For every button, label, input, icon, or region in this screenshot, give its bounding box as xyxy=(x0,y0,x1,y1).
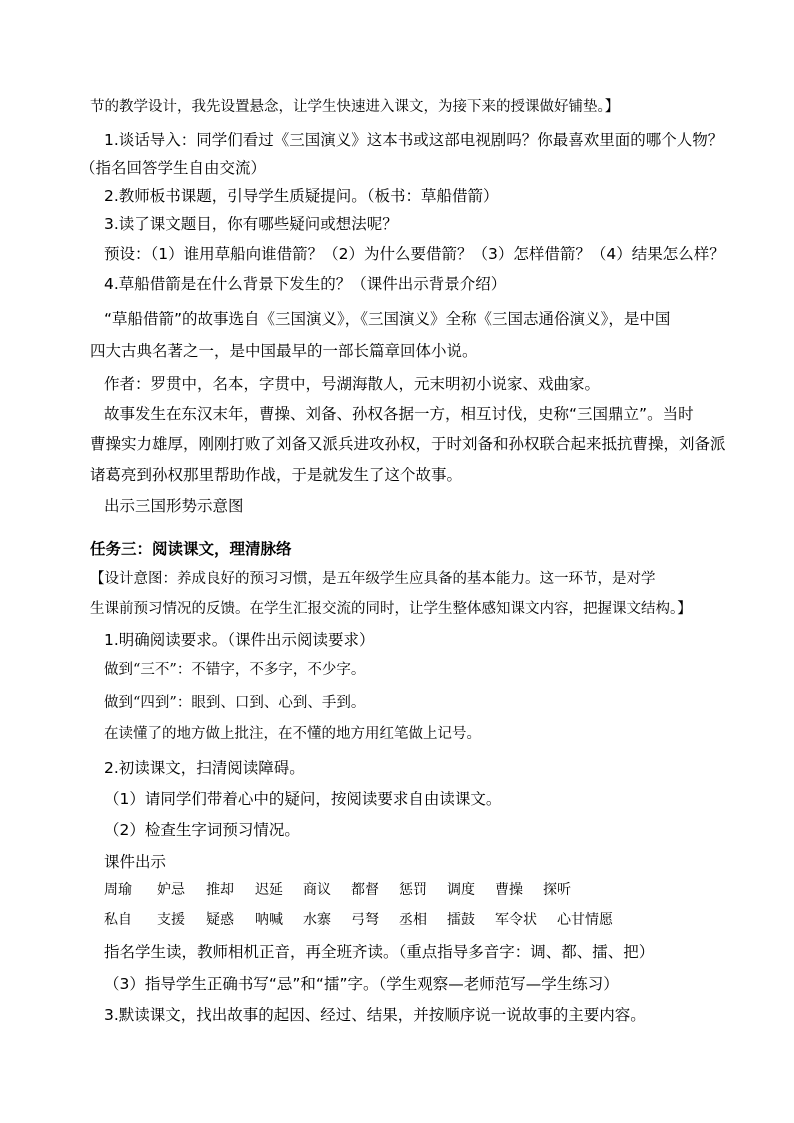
vocab-word: 呐喊 xyxy=(255,912,283,928)
paragraph-line: 做到“四到”：眼到、口到、心到、手到。 xyxy=(104,695,366,711)
vocab-word: 都督 xyxy=(351,882,379,898)
paragraph-line: “草船借箭”的故事选自《三国演义》，《三国演义》全称《三国志通俗演义》，是中国 xyxy=(104,310,671,328)
vocab-word: 心甘情愿 xyxy=(557,912,613,928)
paragraph-line: 做到“三不”：不错字，不多字，不少字。 xyxy=(104,662,366,678)
paragraph-line: 在读懂了的地方做上批注，在不懂的地方用红笔做上记号。 xyxy=(104,726,481,742)
paragraph-line: 出示三国形势示意图 xyxy=(104,497,244,515)
vocab-word: 惩罚 xyxy=(399,882,427,898)
vocab-word: 迟延 xyxy=(255,882,283,898)
paragraph-line: 节的教学设计，我先设置悬念，让学生快速进入课文，为接下来的授课做好铺垫。】 xyxy=(90,99,620,115)
vocab-word: 弓弩 xyxy=(351,912,379,928)
paragraph-line: 曹操实力雄厚，刚刚打败了刘备又派兵进攻孙权，于时刘备和孙权联合起来抵抗曹操，刘备派 xyxy=(90,435,726,453)
vocab-word: 水寨 xyxy=(303,912,331,928)
paragraph-line: 2.教师板书课题，引导学生质疑提问。（板书：草船借箭） xyxy=(104,187,499,205)
vocab-word: 调度 xyxy=(447,882,475,898)
vocab-word: 军令状 xyxy=(495,912,537,928)
vocab-word: 曹操 xyxy=(495,882,523,898)
paragraph-line: 生课前预习情况的反馈。在学生汇报交流的同时，让学生整体感知课文内容，把握课文结构。】 xyxy=(90,601,692,617)
paragraph-line: （3）指导学生正确书写“忌”和“擂”字。（学生观察—老师范写—学生练习） xyxy=(104,975,619,993)
paragraph-line: （1）请同学们带着心中的疑问，按阅读要求自由读课文。 xyxy=(104,790,502,808)
paragraph-line: 3.默读课文，找出故事的起因、经过、结果，并按顺序说一说故事的主要内容。 xyxy=(104,1006,646,1024)
vocab-word: 周瑜 xyxy=(104,882,132,898)
paragraph-line: （2）检查生字词预习情况。 xyxy=(104,821,300,839)
paragraph-line: 4.草船借箭是在什么背景下发生的？（课件出示背景介绍） xyxy=(104,275,507,293)
vocab-word: 私自 xyxy=(104,912,132,928)
paragraph-line: 作者：罗贯中，名本，字贯中，号湖海散人，元末明初小说家、戏曲家。 xyxy=(104,375,601,393)
vocab-word: 探听 xyxy=(543,882,571,898)
vocab-word: 推却 xyxy=(206,882,234,898)
paragraph-line: 指名学生读，教师相机正音，再全班齐读。（重点指导多音字：调、都、擂、把） xyxy=(104,943,655,961)
paragraph-line: 课件出示 xyxy=(104,853,167,871)
vocab-word: 擂鼓 xyxy=(447,912,475,928)
vocab-word: 疑惑 xyxy=(206,912,234,928)
vocab-word: 妒忌 xyxy=(157,882,185,898)
paragraph-line: 故事发生在东汉末年，曹操、刘备、孙权各据一方，相互讨伐，史称“三国鼎立”。当时 xyxy=(104,405,694,423)
paragraph-line: 四大古典名著之一，是中国最早的一部长篇章回体小说。 xyxy=(90,342,478,360)
paragraph-line: 1.谈话导入：同学们看过《三国演义》这本书或这部电视剧吗？你最喜欢里面的哪个人物？ xyxy=(104,131,724,149)
paragraph-line: 诸葛亮到孙权那里帮助作战，于是就发生了这个故事。 xyxy=(90,466,463,484)
vocab-word: 商议 xyxy=(303,882,331,898)
vocab-word: 丞相 xyxy=(399,912,427,928)
paragraph-line: 2.初读课文，扫清阅读障碍。 xyxy=(104,759,305,777)
paragraph-line: （指名回答学生自由交流） xyxy=(80,159,267,177)
vocab-word: 支援 xyxy=(157,912,185,928)
paragraph-line: 【设计意图：养成良好的预习习惯，是五年级学生应具备的基本能力。这一环节，是对学 xyxy=(90,571,656,587)
section-heading: 任务三：阅读课文，理清脉络 xyxy=(90,540,292,558)
paragraph-line: 3.读了课文题目，你有哪些疑问或想法呢？ xyxy=(104,215,398,233)
paragraph-line: 预设：（1）谁用草船向谁借箭？（2）为什么要借箭？（3）怎样借箭？（4）结果怎么样？ xyxy=(104,245,725,263)
paragraph-line: 1.明确阅读要求。（课件出示阅读要求） xyxy=(104,631,375,649)
